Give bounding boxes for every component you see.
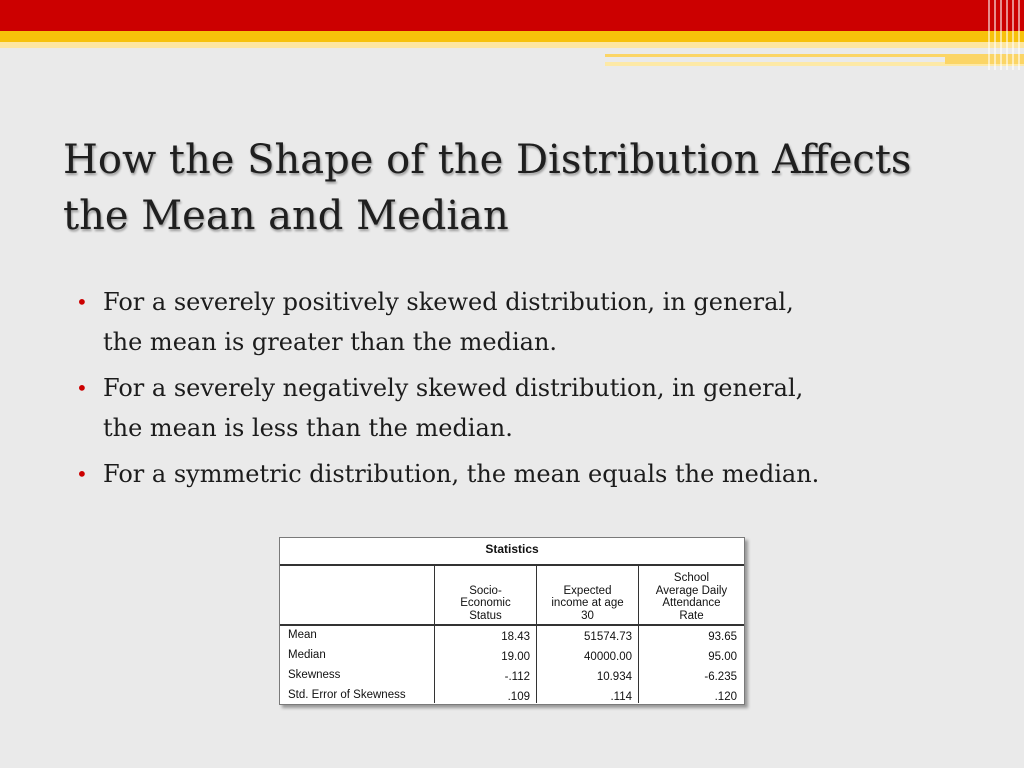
slide-title-line: How the Shape of the Distribution Affects bbox=[63, 137, 912, 183]
row-label: Median bbox=[288, 649, 326, 661]
bullet-item bbox=[76, 282, 956, 362]
table-cell: 19.00 bbox=[501, 651, 530, 663]
table-cell: 93.65 bbox=[708, 631, 737, 643]
table-cell: .114 bbox=[610, 691, 632, 703]
column-header-line: Expected bbox=[563, 584, 612, 597]
statistics-table bbox=[279, 537, 745, 705]
column-header-line: income at age bbox=[551, 597, 624, 609]
row-label: Std. Error of Skewness bbox=[288, 689, 406, 701]
table-title: Statistics bbox=[485, 542, 539, 556]
bullet-list bbox=[76, 282, 956, 500]
table-cell: 18.43 bbox=[501, 631, 530, 643]
bullet-item bbox=[76, 454, 956, 494]
header-divider bbox=[280, 624, 744, 626]
row-label: Mean bbox=[288, 629, 317, 641]
banner-light-band bbox=[0, 42, 1024, 48]
banner-stripes bbox=[988, 0, 1024, 70]
table-cell: 95.00 bbox=[708, 651, 737, 663]
bullet-dot-icon: • bbox=[76, 462, 88, 486]
column-header bbox=[537, 566, 638, 624]
bullet-text: the mean is greater than the median. bbox=[103, 328, 558, 356]
banner-yellow-band bbox=[0, 31, 1024, 42]
bullet-text: For a severely negatively skewed distribution, in general, bbox=[103, 374, 804, 402]
bullet-text: the mean is less than the median. bbox=[103, 414, 513, 442]
table-cell: 40000.00 bbox=[584, 651, 632, 663]
table-cell: .120 bbox=[714, 691, 737, 703]
column-header-line: Economic bbox=[460, 597, 511, 609]
column-header-line: Average Daily bbox=[655, 584, 728, 597]
column-header-line: Attendance bbox=[662, 597, 721, 609]
table-cell: 10.934 bbox=[596, 671, 632, 683]
table-cell: -.112 bbox=[504, 671, 530, 683]
slide-title bbox=[63, 132, 983, 244]
bullet-dot-icon: • bbox=[76, 290, 88, 314]
column-header bbox=[435, 566, 536, 624]
slide-title-line: the Mean and Median bbox=[63, 193, 509, 239]
column-header-line: School bbox=[673, 572, 710, 584]
table-cell: -6.235 bbox=[704, 671, 737, 683]
column-header-line: Rate bbox=[679, 609, 704, 622]
bullet-text: For a severely positively skewed distribution, in general, bbox=[103, 288, 794, 316]
table-cell: .109 bbox=[507, 691, 530, 703]
column-header-line: Status bbox=[469, 609, 502, 622]
bullet-dot-icon: • bbox=[76, 376, 88, 400]
bullet-item bbox=[76, 368, 956, 448]
banner-red-band bbox=[0, 0, 1024, 31]
column-header-line: Socio- bbox=[469, 584, 502, 597]
table-cell: 51574.73 bbox=[584, 631, 632, 643]
table-grid bbox=[280, 564, 744, 703]
column-header bbox=[639, 566, 744, 624]
row-label: Skewness bbox=[288, 669, 341, 681]
column-header-line: 30 bbox=[581, 609, 594, 622]
bullet-text: For a symmetric distribution, the mean equals the median. bbox=[103, 460, 820, 488]
